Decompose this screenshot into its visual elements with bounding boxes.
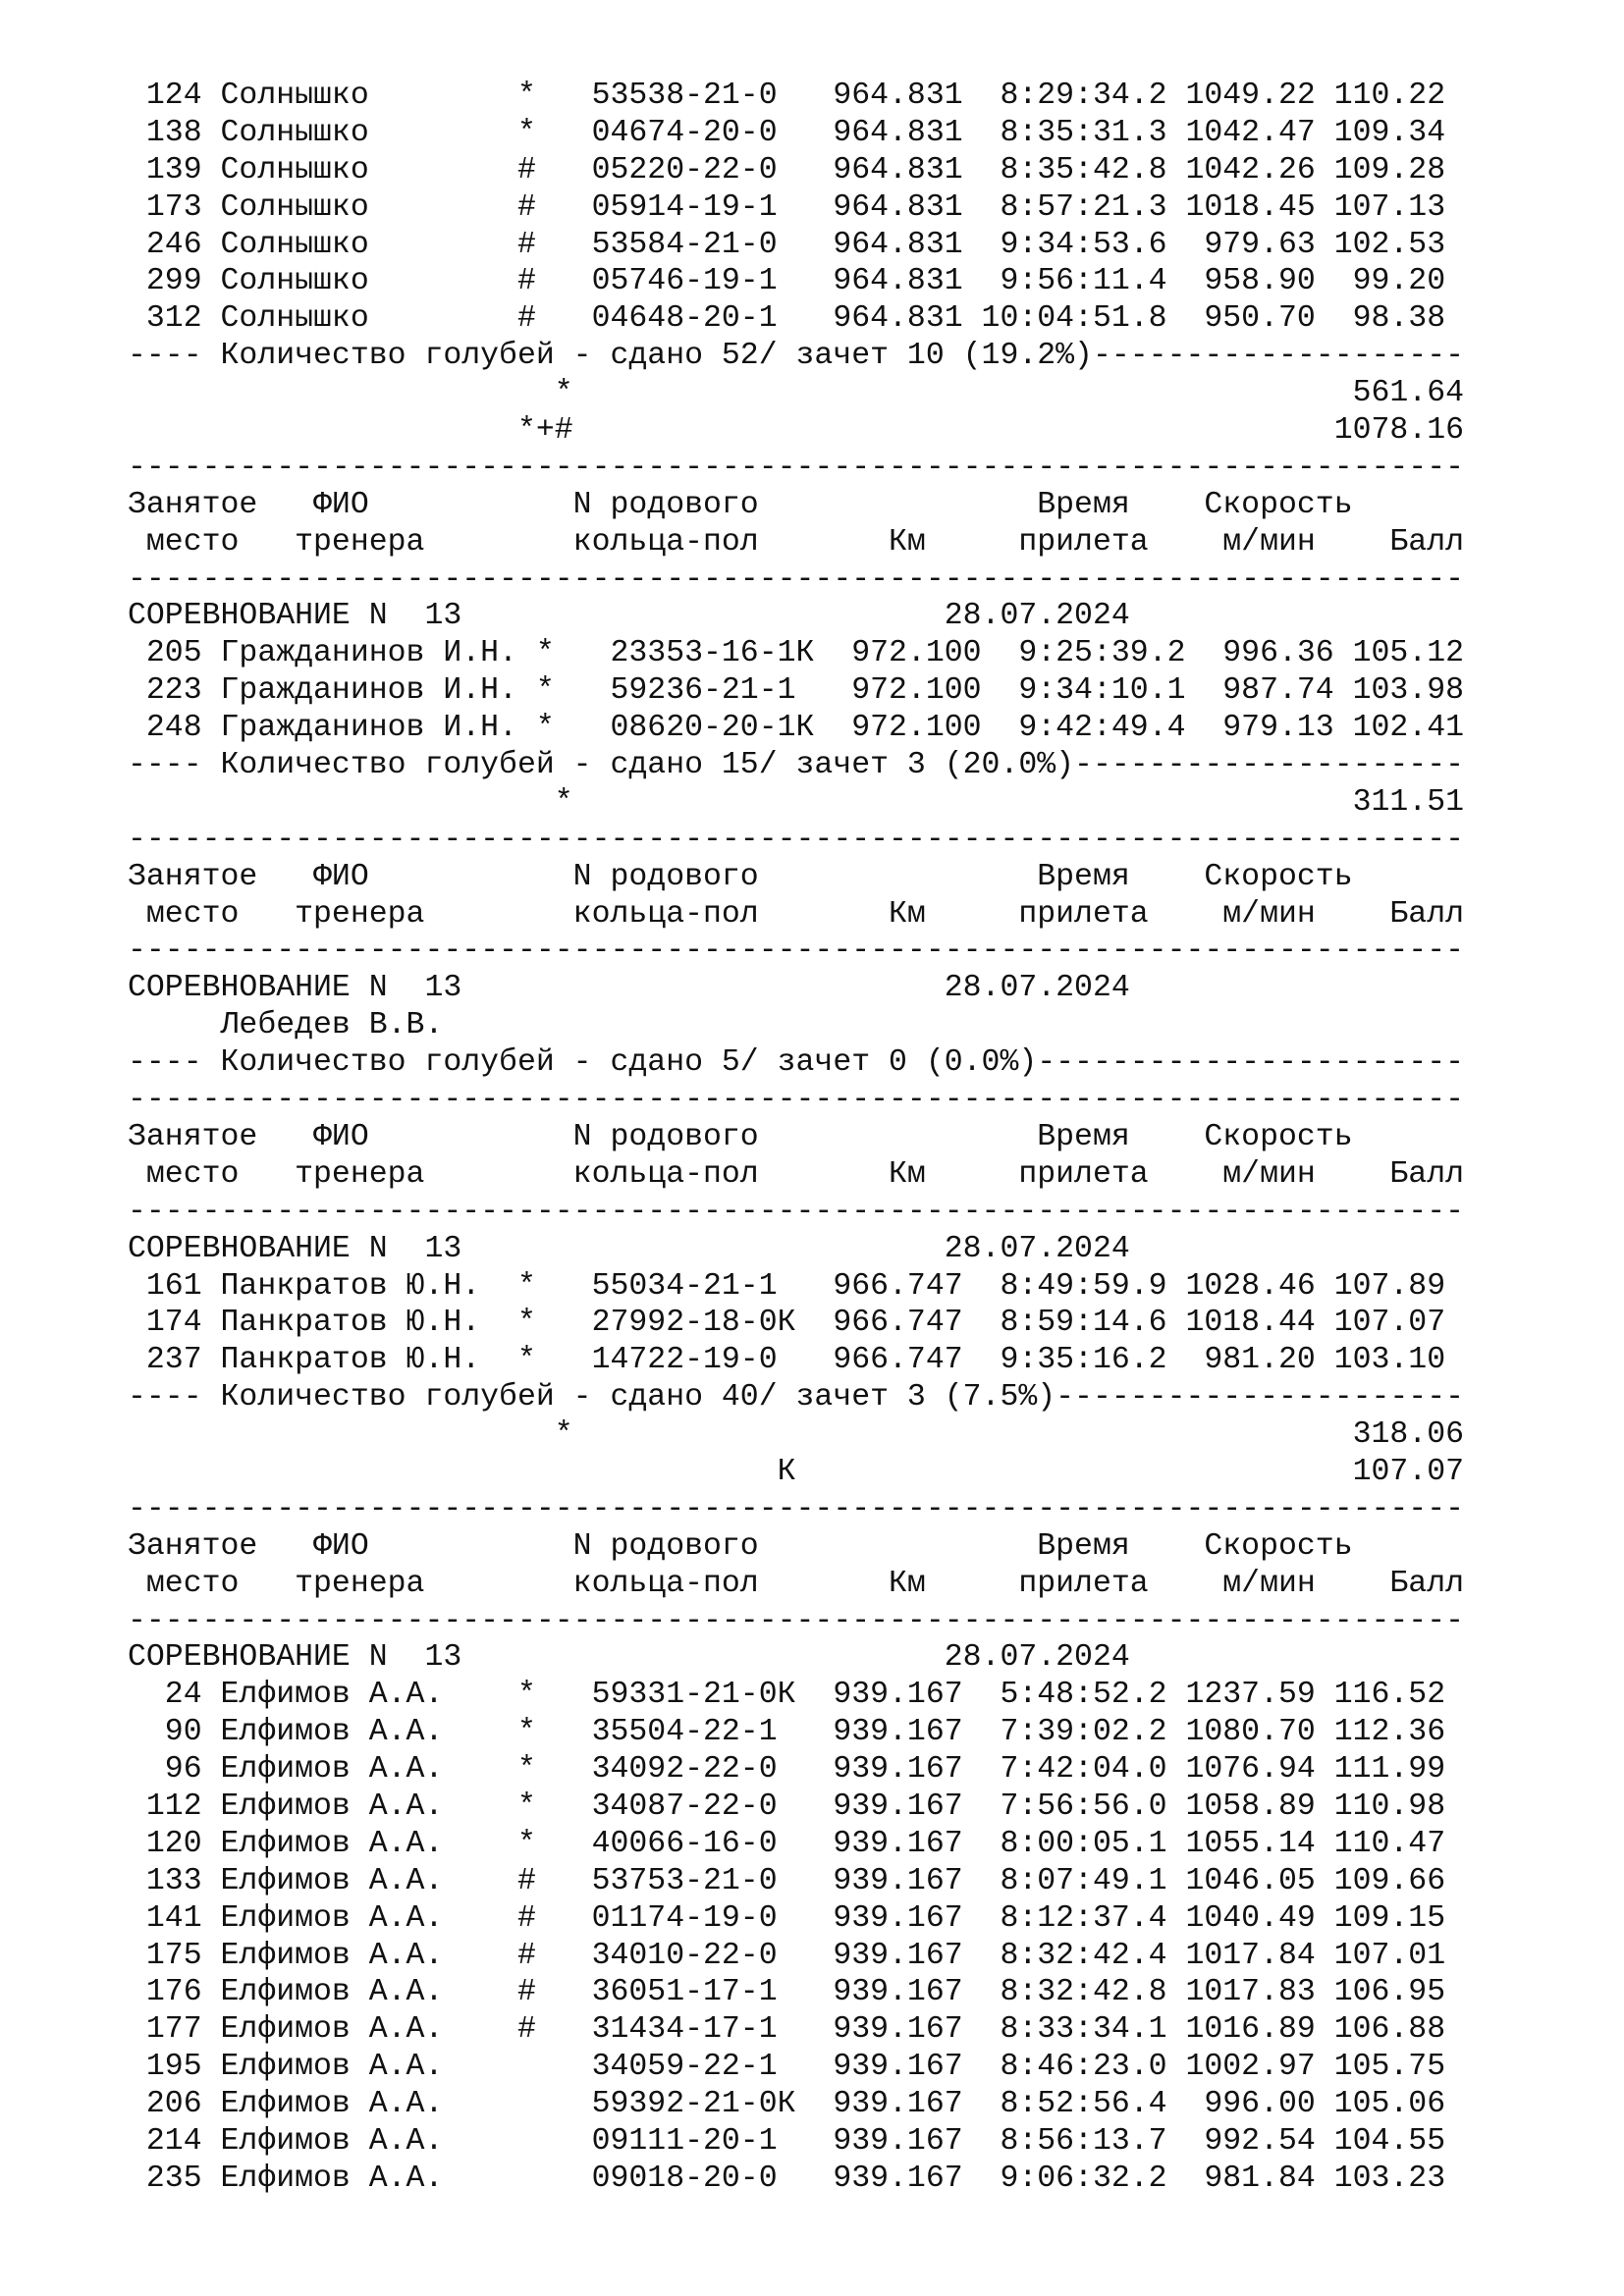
separator-line: ------------------------------------------------------------------------: [128, 450, 1465, 485]
summary-line: ---- Количество голубей - сдано 5/ зачет 0 (0.0%)-----------------------: [128, 1045, 1465, 1081]
result-row: 174 Панкратов Ю.Н. * 27992-18-0К 966.747 8:59:14.6 1018.44 107.07: [128, 1306, 1446, 1341]
total-line: К 107.07: [128, 1454, 1465, 1489]
result-row: 205 Гражданинов И.Н. * 23353-16-1К 972.100 9:25:39.2 996.36 105.12: [128, 636, 1465, 671]
summary-line: ---- Количество голубей - сдано 15/ зачет 3 (20.0%)---------------------: [128, 748, 1465, 783]
result-row: 312 Солнышко # 04648-20-1 964.831 10:04:51.8 950.70 98.38: [128, 301, 1446, 337]
result-row: 90 Елфимов А.А. * 35504-22-1 939.167 7:39:02.2 1080.70 112.36: [128, 1715, 1446, 1750]
result-row: 161 Панкратов Ю.Н. * 55034-21-1 966.747 8:49:59.9 1028.46 107.89: [128, 1268, 1446, 1304]
column-header-line: Занятое ФИО N родового Время Скорость: [128, 1119, 1353, 1154]
result-row: 206 Елфимов А.А. 59392-21-0К 939.167 8:52:56.4 996.00 105.06: [128, 2087, 1446, 2122]
column-header-line: Занятое ФИО N родового Время Скорость: [128, 859, 1353, 894]
result-row: 24 Елфимов А.А. * 59331-21-0К 939.167 5:48:52.2 1237.59 116.52: [128, 1678, 1446, 1713]
result-row: 112 Елфимов А.А. * 34087-22-0 939.167 7:56:56.0 1058.89 110.98: [128, 1789, 1446, 1824]
separator-line: ------------------------------------------------------------------------: [128, 1083, 1465, 1118]
separator-line: ------------------------------------------------------------------------: [128, 822, 1465, 857]
total-line: * 311.51: [128, 784, 1465, 820]
total-line: Лебедев В.В.: [128, 1008, 444, 1043]
result-row: 141 Елфимов А.А. # 01174-19-0 939.167 8:12:37.4 1040.49 109.15: [128, 1900, 1446, 1936]
result-row: 177 Елфимов А.А. # 31434-17-1 939.167 8:33:34.1 1016.89 106.88: [128, 2012, 1446, 2048]
column-header-line: Занятое ФИО N родового Время Скорость: [128, 1528, 1353, 1564]
result-row: 120 Елфимов А.А. * 40066-16-0 939.167 8:00:05.1 1055.14 110.47: [128, 1826, 1446, 1861]
result-row: 237 Панкратов Ю.Н. * 14722-19-0 966.747 9:35:16.2 981.20 103.10: [128, 1343, 1446, 1378]
column-header-line: место тренера кольца-пол Км прилета м/мин Балл: [128, 524, 1465, 560]
competition-header: СОРЕВНОВАНИЕ N 13 28.07.2024: [128, 1231, 1130, 1266]
result-row: 139 Солнышко # 05220-22-0 964.831 8:35:42.8 1042.26 109.28: [128, 152, 1446, 187]
result-row: 235 Елфимов А.А. 09018-20-0 939.167 9:06:32.2 981.84 103.23: [128, 2161, 1446, 2196]
column-header-line: место тренера кольца-пол Км прилета м/мин Балл: [128, 896, 1465, 932]
competition-header: СОРЕВНОВАНИЕ N 13 28.07.2024: [128, 599, 1130, 634]
separator-line: ------------------------------------------------------------------------: [128, 1603, 1465, 1638]
summary-line: ---- Количество голубей - сдано 40/ зачет 3 (7.5%)----------------------: [128, 1380, 1465, 1415]
result-row: 223 Гражданинов И.Н. * 59236-21-1 972.100 9:34:10.1 987.74 103.98: [128, 673, 1465, 709]
result-row: 248 Гражданинов И.Н. * 08620-20-1К 972.100 9:42:49.4 979.13 102.41: [128, 711, 1465, 746]
result-row: 214 Елфимов А.А. 09111-20-1 939.167 8:56:13.7 992.54 104.55: [128, 2123, 1446, 2159]
total-line: * 318.06: [128, 1417, 1465, 1453]
column-header-line: Занятое ФИО N родового Время Скорость: [128, 487, 1353, 522]
result-row: 299 Солнышко # 05746-19-1 964.831 9:56:11.4 958.90 99.20: [128, 264, 1446, 299]
result-row: 175 Елфимов А.А. # 34010-22-0 939.167 8:32:42.4 1017.84 107.01: [128, 1938, 1446, 1973]
total-line: * 561.64: [128, 376, 1465, 411]
results-report: [128, 78, 1464, 2198]
result-row: 133 Елфимов А.А. # 53753-21-0 939.167 8:07:49.1 1046.05 109.66: [128, 1863, 1446, 1898]
summary-line: ---- Количество голубей - сдано 52/ зачет 10 (19.2%)--------------------: [128, 339, 1465, 374]
result-row: 138 Солнышко * 04674-20-0 964.831 8:35:31.3 1042.47 109.34: [128, 115, 1446, 150]
separator-line: ------------------------------------------------------------------------: [128, 1491, 1465, 1526]
result-row: 195 Елфимов А.А. 34059-22-1 939.167 8:46:23.0 1002.97 105.75: [128, 2050, 1446, 2085]
separator-line: ------------------------------------------------------------------------: [128, 561, 1465, 597]
column-header-line: место тренера кольца-пол Км прилета м/мин Балл: [128, 1156, 1465, 1192]
separator-line: ------------------------------------------------------------------------: [128, 1194, 1465, 1229]
column-header-line: место тренера кольца-пол Км прилета м/мин Балл: [128, 1566, 1465, 1601]
result-row: 124 Солнышко * 53538-21-0 964.831 8:29:34.2 1049.22 110.22: [128, 79, 1446, 113]
result-row: 176 Елфимов А.А. # 36051-17-1 939.167 8:32:42.8 1017.83 106.95: [128, 1975, 1446, 2010]
result-row: 173 Солнышко # 05914-19-1 964.831 8:57:21.3 1018.45 107.13: [128, 189, 1446, 225]
separator-line: ------------------------------------------------------------------------: [128, 934, 1465, 969]
result-row: 246 Солнышко # 53584-21-0 964.831 9:34:53.6 979.63 102.53: [128, 227, 1446, 262]
competition-header: СОРЕВНОВАНИЕ N 13 28.07.2024: [128, 971, 1130, 1006]
result-row: 96 Елфимов А.А. * 34092-22-0 939.167 7:42:04.0 1076.94 111.99: [128, 1752, 1446, 1788]
total-line: *+# 1078.16: [128, 413, 1465, 449]
competition-header: СОРЕВНОВАНИЕ N 13 28.07.2024: [128, 1640, 1130, 1676]
